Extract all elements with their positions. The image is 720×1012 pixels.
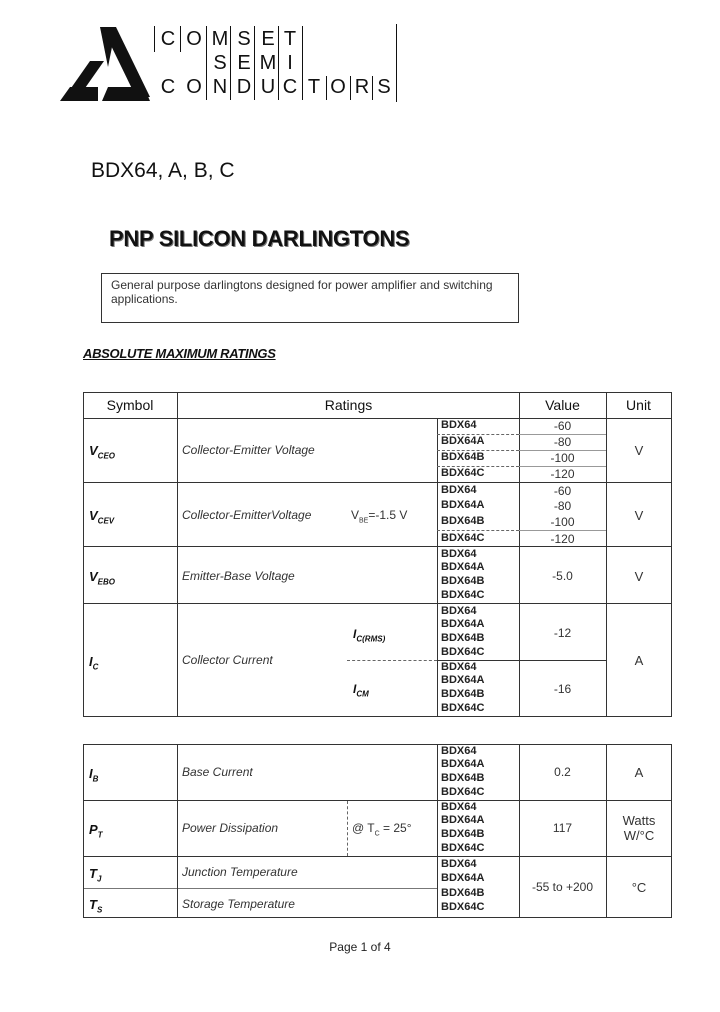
description-box: General purpose darlingtons designed for power amplifier and switching applications. xyxy=(101,273,519,323)
symbol-ic-rms: $I_{C(RMS)}$ xyxy=(353,627,386,644)
logo-letter: T xyxy=(283,28,297,50)
value-cell: -100 xyxy=(550,451,575,465)
value-cell: -12 xyxy=(553,626,572,640)
logo-letter: T xyxy=(307,76,321,98)
model-label: BDX64A xyxy=(441,674,485,686)
value-cell: -100 xyxy=(550,515,575,529)
value-cell: -55 to +200 xyxy=(531,880,594,894)
model-label: BDX64 xyxy=(441,745,477,757)
page-number: Page 1 of 4 xyxy=(329,940,391,954)
model-label: BDX64A xyxy=(441,561,485,573)
symbol-vcev: $V_{CEV}$ xyxy=(89,508,115,526)
unit-cell: V xyxy=(634,443,644,458)
value-cell: -60 xyxy=(553,484,572,498)
logo-letter: E xyxy=(237,52,251,74)
model-label: BDX64 xyxy=(441,858,477,870)
header-symbol: Symbol xyxy=(106,397,154,413)
model-label: BDX64C xyxy=(441,646,485,658)
logo-letter: M xyxy=(259,52,277,74)
model-label: BDX64 xyxy=(441,661,477,673)
model-label: BDX64A xyxy=(441,872,485,884)
desc-ts: Storage Temperature xyxy=(182,897,295,911)
logo-mark-icon xyxy=(60,25,155,105)
header-value: Value xyxy=(545,397,580,413)
model-label: BDX64C xyxy=(441,467,485,479)
header-unit: Unit xyxy=(626,397,651,413)
page-title: PNP SILICON DARLINGTONS xyxy=(109,226,410,251)
logo-letter: O xyxy=(186,28,202,50)
model-label: BDX64A xyxy=(441,814,485,826)
model-label: BDX64A xyxy=(441,758,485,770)
desc-vceo: Collector-Emitter Voltage xyxy=(182,443,315,457)
logo-letter: U xyxy=(260,76,276,98)
model-label: BDX64 xyxy=(441,605,477,617)
desc-ib: Base Current xyxy=(182,765,253,779)
desc-tj: Junction Temperature xyxy=(182,865,298,879)
value-cell: -16 xyxy=(553,682,572,696)
desc-ic: Collector Current xyxy=(182,653,273,667)
unit-cell: Watts xyxy=(622,813,656,828)
model-label: BDX64C xyxy=(441,786,485,798)
symbol-ts: $T_S$ xyxy=(89,897,103,915)
desc-vcev: Collector-EmitterVoltage xyxy=(182,508,312,522)
logo-letter: C xyxy=(282,76,298,98)
unit-cell: V xyxy=(634,508,644,523)
model-label: BDX64C xyxy=(441,532,485,544)
value-cell: -80 xyxy=(553,499,572,513)
logo-letter: C xyxy=(160,28,176,50)
logo-letter: S xyxy=(213,52,227,74)
logo-letter: S xyxy=(377,76,391,98)
logo-letter: O xyxy=(330,76,346,98)
logo-letter: S xyxy=(237,28,251,50)
value-cell: 0.2 xyxy=(554,765,571,779)
model-label: BDX64 xyxy=(441,548,477,560)
symbol-ib: $I_B$ xyxy=(89,766,99,784)
model-label: BDX64A xyxy=(441,435,485,447)
logo-letter: C xyxy=(160,76,176,98)
model-label: BDX64 xyxy=(441,484,477,496)
model-label: BDX64A xyxy=(441,618,485,630)
section-title: ABSOLUTE MAXIMUM RATINGS xyxy=(83,346,276,361)
symbol-icm: $I_{CM}$ xyxy=(353,682,369,699)
model-label: BDX64B xyxy=(441,688,485,700)
model-label: BDX64B xyxy=(441,772,485,784)
model-label: BDX64 xyxy=(441,801,477,813)
desc-vebo: Emitter-Base Voltage xyxy=(182,569,295,583)
header-ratings: Ratings xyxy=(324,397,373,413)
logo-letter: M xyxy=(211,28,229,50)
symbol-tj: $T_J$ xyxy=(89,866,102,884)
model-label: BDX64C xyxy=(441,842,485,854)
model-label: BDX64B xyxy=(441,632,485,644)
condition-vbe: $V_{BE}=-1.5$ V xyxy=(351,508,408,525)
model-label: BDX64C xyxy=(441,589,485,601)
model-label: BDX64B xyxy=(441,575,485,587)
symbol-vebo: $V_{EBO}$ xyxy=(89,569,116,587)
model-label: BDX64C xyxy=(441,702,485,714)
logo-letter: R xyxy=(354,76,370,98)
unit-cell: W/°C xyxy=(623,828,655,843)
symbol-ic: $I_C$ xyxy=(89,654,99,672)
symbol-vceo: $V_{CEO}$ xyxy=(89,443,116,461)
model-label: BDX64A xyxy=(441,499,485,511)
model-label: BDX64B xyxy=(441,515,485,527)
model-label: BDX64 xyxy=(441,419,477,431)
condition-tc: @ $T_C = 25^\circ$ xyxy=(352,821,412,838)
value-cell: -120 xyxy=(550,532,575,546)
value-cell: 117 xyxy=(552,821,573,835)
symbol-pt: $P_T$ xyxy=(89,822,103,840)
unit-cell: A xyxy=(634,653,644,668)
logo-letter: O xyxy=(186,76,202,98)
unit-cell: V xyxy=(634,569,644,584)
desc-pt: Power Dissipation xyxy=(182,821,279,835)
value-cell: -60 xyxy=(553,419,572,433)
value-cell: -80 xyxy=(553,435,572,449)
model-label: BDX64C xyxy=(441,901,485,913)
logo-letter: D xyxy=(236,76,252,98)
unit-cell: °C xyxy=(631,880,647,895)
model-label: BDX64B xyxy=(441,828,485,840)
value-cell: -5.0 xyxy=(552,569,573,583)
logo-letter: E xyxy=(261,28,275,50)
part-numbers: BDX64, A, B, C xyxy=(91,159,235,182)
value-cell: -120 xyxy=(550,467,575,481)
logo-letter: N xyxy=(212,76,228,98)
logo-letter: I xyxy=(287,52,293,74)
unit-cell: A xyxy=(634,765,644,780)
model-label: BDX64B xyxy=(441,887,485,899)
model-label: BDX64B xyxy=(441,451,485,463)
